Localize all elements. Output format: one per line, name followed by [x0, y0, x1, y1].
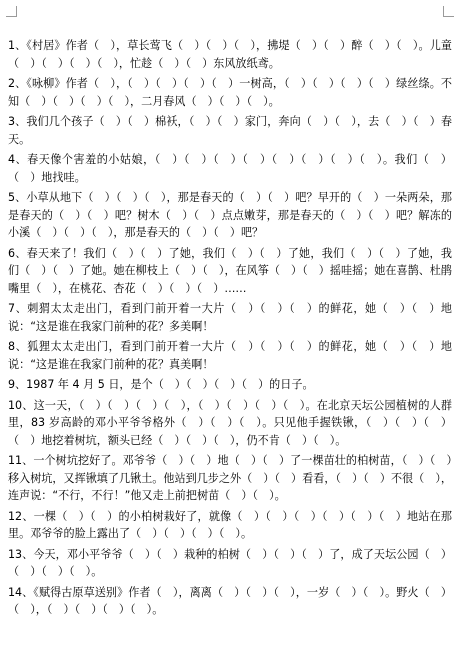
question-11[interactable]: 11、一个树坑挖好了。邓爷爷（ ）（ ）地（ ）（ ）了一棵苗壮的柏树苗，（ ）（ ）移入树坑，又挥锹填了几锹土。他站到几步之外（ ）（ ）看看，（ ）（ ）不很（ ），连声说：“不行，不行！”他又走上前把树苗（ ）（ ）。 [8, 454, 452, 502]
question-1[interactable]: 1、《村居》作者（ ），草长莺飞（ ）（ ）（ ），拂堤（ ）（ ）醉（ ）（ ）。儿童（ ）（ ）（ ）（ ），忙趁（ ）（ ）东风放纸鸢。 [8, 39, 452, 70]
question-12[interactable]: 12、一棵（ ）（ ）的小柏树栽好了，就像（ ）（ ）（ ）（ ）（ ）（ ）地站在那里。邓爷爷的脸上露出了（ ）（ ）（ ）（ ）。 [8, 509, 452, 540]
page-corner-mark [443, 6, 454, 17]
question-4[interactable]: 4、春天像个害羞的小姑娘，（ ）（ ）（ ）（ ）（ ）（ ）（ ）（ ）。我们（ ）（ ）地找哇。 [8, 153, 452, 184]
question-9[interactable]: 9、1987 年 4 月 5 日，是个（ ）（ ）（ ）（ ）的日子。 [8, 378, 314, 391]
question-7[interactable]: 7、刺猬太太走出门，看到门前开着一大片（ ）（ ）（ ）的鲜花，她（ ）（ ）地说：“这是谁在我家门前种的花？多美啊！ [8, 302, 452, 333]
question-5[interactable]: 5、小草从地下（ ）（ ）（ ），那是春天的（ ）（ ）吧？早开的（ ）一朵两朵，那是春天的（ ）（ ）吧？树木（ ）（ ）点点嫩芽，那是春天的（ ）（ ）吧？解冻的小溪（ ）（ ）（ ），那是春天的（ ）（ ）吧？ [8, 191, 452, 239]
worksheet [8, 37, 452, 622]
question-8[interactable]: 8、狐狸太太走出门，看到门前开着一大片（ ）（ ）（ ）的鲜花，她（ ）（ ）地说：“这是谁在我家门前种的花？真美啊！ [8, 340, 452, 371]
page-corner-mark [6, 6, 17, 17]
question-14[interactable]: 14、《赋得古原草送别》作者（ ），离离（ ）（ ）（ ），一岁（ ）（ ）。野火（ ）（ ），（ ）（ ）（ ）（ ）。 [8, 585, 452, 616]
question-3[interactable]: 3、我们几个孩子（ ）（ ）棉袄，（ ）（ ）家门，奔向（ ）（ ），去（ ）（ ）春天。 [8, 115, 452, 146]
question-10[interactable]: 10、这一天，（ ）（ ）（ ）（ ），（ ）（ ）（ ）（ ）。在北京天坛公园植树的人群里，83 岁高龄的邓小平爷爷格外（ ）（ ）（ ）。只见他手握铁锹，（ ）（ ）（ ）（ ）地挖着树坑，额头已经（ ）（ ）（ ），仍不肯（ ）（ ）。 [8, 398, 452, 447]
question-13[interactable]: 13、今天，邓小平爷爷（ ）（ ）栽种的柏树（ ）（ ）（ ）了，成了天坛公园（ ）（ ）（ ）（ ）。 [8, 547, 452, 578]
question-2[interactable]: 2、《咏柳》作者（ ），（ ）（ ）（ ）（ ）一树高，（ ）（ ）（ ）（ ）绿丝绦。不知（ ）（ ）（ ）（ ），二月春风（ ）（ ）（ ）。 [8, 77, 452, 108]
question-6[interactable]: 6、春天来了！我们（ ）（ ）了她，我们（ ）（ ）了她，我们（ ）（ ）了她，我们（ ）（ ）了她。她在柳枝上（ ）（ ），在风筝（ ）（ ）摇哇摇；她在喜鹊、杜鹃嘴里（ ），在桃花、杏花（ ）（ ）（ ）…… [8, 246, 452, 295]
